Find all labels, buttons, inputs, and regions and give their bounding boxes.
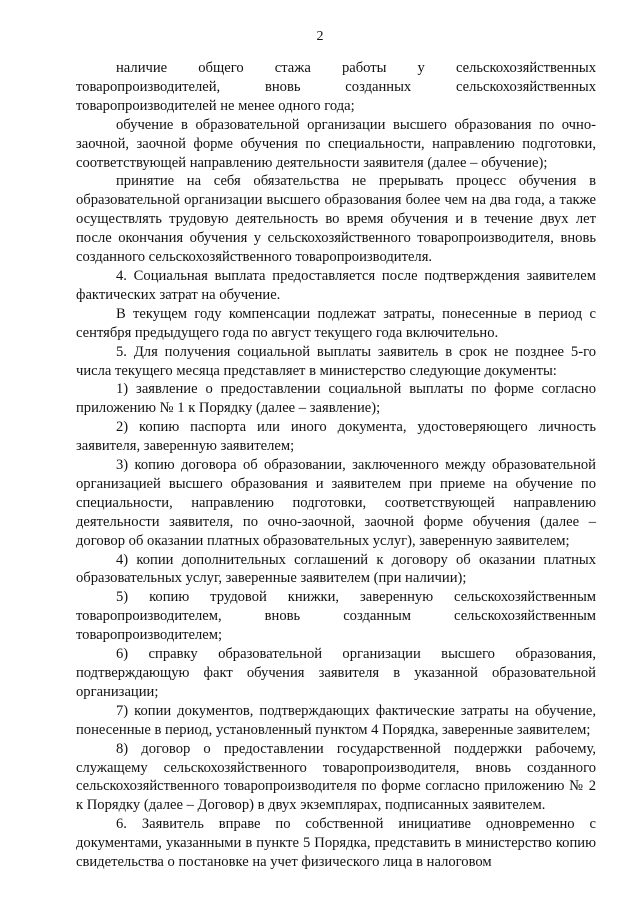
paragraph-clause-6: 6. Заявитель вправе по собственной инициативе одновременно с документами, указанными в пункте 5 Порядка, представить в министерство копию свидетельства о постановке на учет физического лица в налоговом xyxy=(76,816,596,871)
paragraph-compensation-period: В текущем году компенсации подлежат затраты, понесенные в период с сентября предыдущего года по август текущего года включительно. xyxy=(76,305,596,341)
list-item-1: 1) заявление о предоставлении социальной выплаты по форме согласно приложению № 1 к Порядку (далее – заявление); xyxy=(76,381,596,417)
document-body xyxy=(76,59,596,872)
paragraph-obligation: принятие на себя обязательства не прерывать процесс обучения в образовательной организации высшего образования более чем на два года, а также осуществлять трудовую деятельность во время обучения и в течение двух лет после окончания обучения у сельскохозяйственного товаропроизводителя, вновь созданного сельскохозяйственного товаропроизводителя. xyxy=(76,173,596,266)
paragraph-clause-4: 4. Социальная выплата предоставляется после подтверждения заявителем фактических затрат на обучение. xyxy=(76,267,596,303)
list-item-2: 2) копию паспорта или иного документа, удостоверяющего личность заявителя, заверенную заявителем; xyxy=(76,419,596,455)
list-item-6: 6) справку образовательной организации высшего образования, подтверждающую факт обучения заявителя в указанной образовательной организации; xyxy=(76,646,596,700)
paragraph-work-experience: наличие общего стажа работы у сельскохозяйственных товаропроизводителей, вновь созданных сельскохозяйственных товаропроизводителей не менее одного года; xyxy=(76,60,596,114)
list-item-8: 8) договор о предоставлении государственной поддержки рабочему, служащему сельскохозяйственного товаропроизводителя, вновь созданного сельскохозяйственного товаропроизводителя по форме согласно приложению № 2 к Порядку (далее – Договор) в двух экземплярах, подписанных заявителем. xyxy=(76,740,596,814)
paragraph-clause-5: 5. Для получения социальной выплаты заявитель в срок не позднее 5-го числа текущего месяца представляет в министерство следующие документы: xyxy=(76,343,596,379)
list-item-7: 7) копии документов, подтверждающих фактические затраты на обучение, понесенные в период, установленный пунктом 4 Порядка, заверенные заявителем; xyxy=(76,702,596,738)
paragraph-education-form: обучение в образовательной организации высшего образования по очно-заочной, заочной форме обучения по специальности, направлению подготовки, соответствующей направлению деятельности заявителя (далее – обучение); xyxy=(76,116,596,171)
page-number: 2 xyxy=(316,29,324,44)
list-item-4: 4) копии дополнительных соглашений к договору об оказании платных образовательных услуг, заверенные заявителем (при наличии); xyxy=(76,551,596,587)
list-item-5: 5) копию трудовой книжки, заверенную сельскохозяйственным товаропроизводителем, вновь созданным сельскохозяйственным товаропроизводителем; xyxy=(76,589,596,644)
list-item-3: 3) копию договора об образовании, заключенного между образовательной организацией высшего образования и заявителем при приеме на обучение по специальности, направлению подготовки, соответствующей направлению деятельности заявителя, по очно-заочной, заочной форме обучения (далее – договор об оказании платных образовательных услуг), заверенную заявителем; xyxy=(76,457,596,549)
